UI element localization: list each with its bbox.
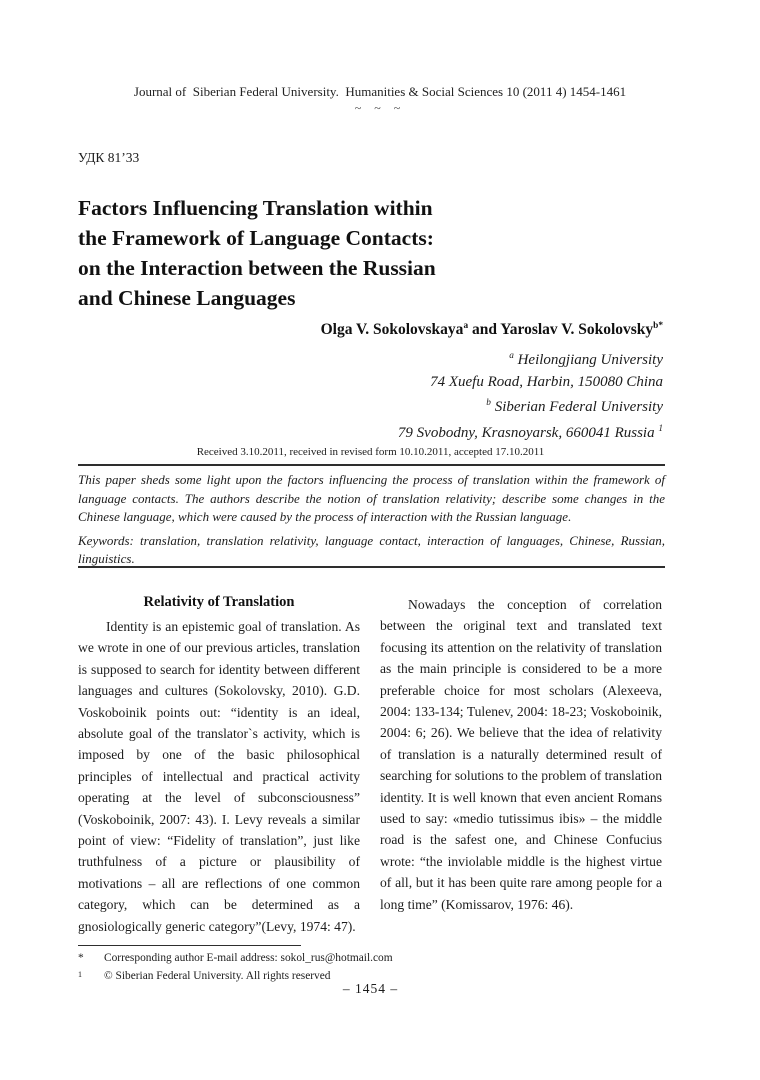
section-heading: Relativity of Translation [143,594,295,610]
title-line: on the Interaction between the Russian [78,256,436,280]
affiliation-superscript: b [486,398,491,408]
left-column [78,594,360,946]
author-connector: and [468,321,501,339]
affiliation-line: 74 Xuefu Road, Harbin, 150080 China [430,373,663,390]
right-column-paragraph: Nowadays the conception of correlation between the original text and translated text focusing its attention on the relativity of translation as the main principle is considered to be a more preferable choice for most scholars (Alexeeva, 2004: 133-134; Tulenev, 2004: 18-23; Voskoboinik, 2004: 6; 26). We believe that the idea of relativity of translation is a naturally determined result of searching for solutions to the problem of translation identity. It is well known that even ancient Romans used to say: «medio tutissimus ibis» – the middle road is the safest one, and Chinese Confucius wrote: “the inviolable middle is the highest virtue of all, but it has been quite rare among people for a long time” (Komissarov, 1976: 46). [380,597,662,912]
affiliation-line: $^b$ Siberian Federal University [486,398,663,415]
footnote-marker: * [78,952,84,964]
page-number: – 1454 – [342,981,399,996]
author-name: Olga V. Sokolovskaya [320,321,464,339]
footnote-rule [78,945,301,946]
footnote-text: Corresponding author E-mail address: sokol_rus@hotmail.com [104,952,393,964]
footnote [78,950,638,968]
abstract-rule-top [78,464,665,466]
author-affiliation-superscript: a [463,321,469,331]
author-affiliation-superscript: b* [653,321,663,331]
affiliations-block [78,346,663,444]
abstract-rule-bottom [78,566,665,568]
footnote-text: © Siberian Federal University. All rights reserved [104,969,331,982]
abstract-block [78,471,665,569]
tilde-separator: ~ ~ ~ [354,101,406,115]
affiliation-superscript: 1 [658,423,663,434]
affiliation-superscript: a [509,351,514,361]
title-line: and Chinese Languages [78,286,296,310]
body-columns [78,594,662,946]
udc-label: УДК 81’33 [78,150,140,165]
title-line: Factors Influencing Translation within [78,196,433,220]
footnote-marker: 1 [78,969,82,979]
title-line: the Framework of Language Contacts: [78,226,434,250]
journal-header: Journal of Siberian Federal University. Humanities & Social Sciences 10 (2011 4) 1454-1461 [133,84,627,99]
affiliation-line: 79 Svobodny, Krasnoyarsk, 660041 Russia $^1$ [397,423,663,441]
abstract-text: This paper sheds some light upon the factors influencing the process of translation within the framework of language contacts. The authors describe the notion of translation relativity; describe some changes in the Chinese language, which were caused by the process of interaction with the Russian language. [78,472,665,525]
footnotes-block [78,950,638,985]
author-name: Yaroslav V. Sokolovsky [500,321,654,339]
affiliation-line: $^a$ Heilongjiang University [509,351,663,368]
article-title [78,193,664,313]
keywords-text: Keywords: translation, translation relativity, language contact, interaction of languages, Chinese, Russian, linguistics. [78,532,665,567]
authors-line [78,321,663,339]
right-column [380,594,662,946]
received-line: Received 3.10.2011, received in revised form 10.10.2011, accepted 17.10.2011 [196,446,545,458]
left-column-paragraph: Identity is an epistemic goal of translation. As we wrote in one of our previous articles, translation is supposed to search for identity between different languages and cultures (Sokolovsky, 2010). G.D. Voskoboinik points out: “identity is an ideal, absolute goal of the translator`s activity, which is imposed by one of the basic philosophical principles of intellectual and practical activity operating at the level of subconsciousness” (Voskoboinik, 2007: 43). I. Levy reveals a similar point of view: “Fidelity of translation”, just like truthfulness of a picture or plausibility of motivations – all are reflections of one common category, which can be determined as a gnosiologically generic category”(Levy, 1974: 47). [78,619,360,934]
